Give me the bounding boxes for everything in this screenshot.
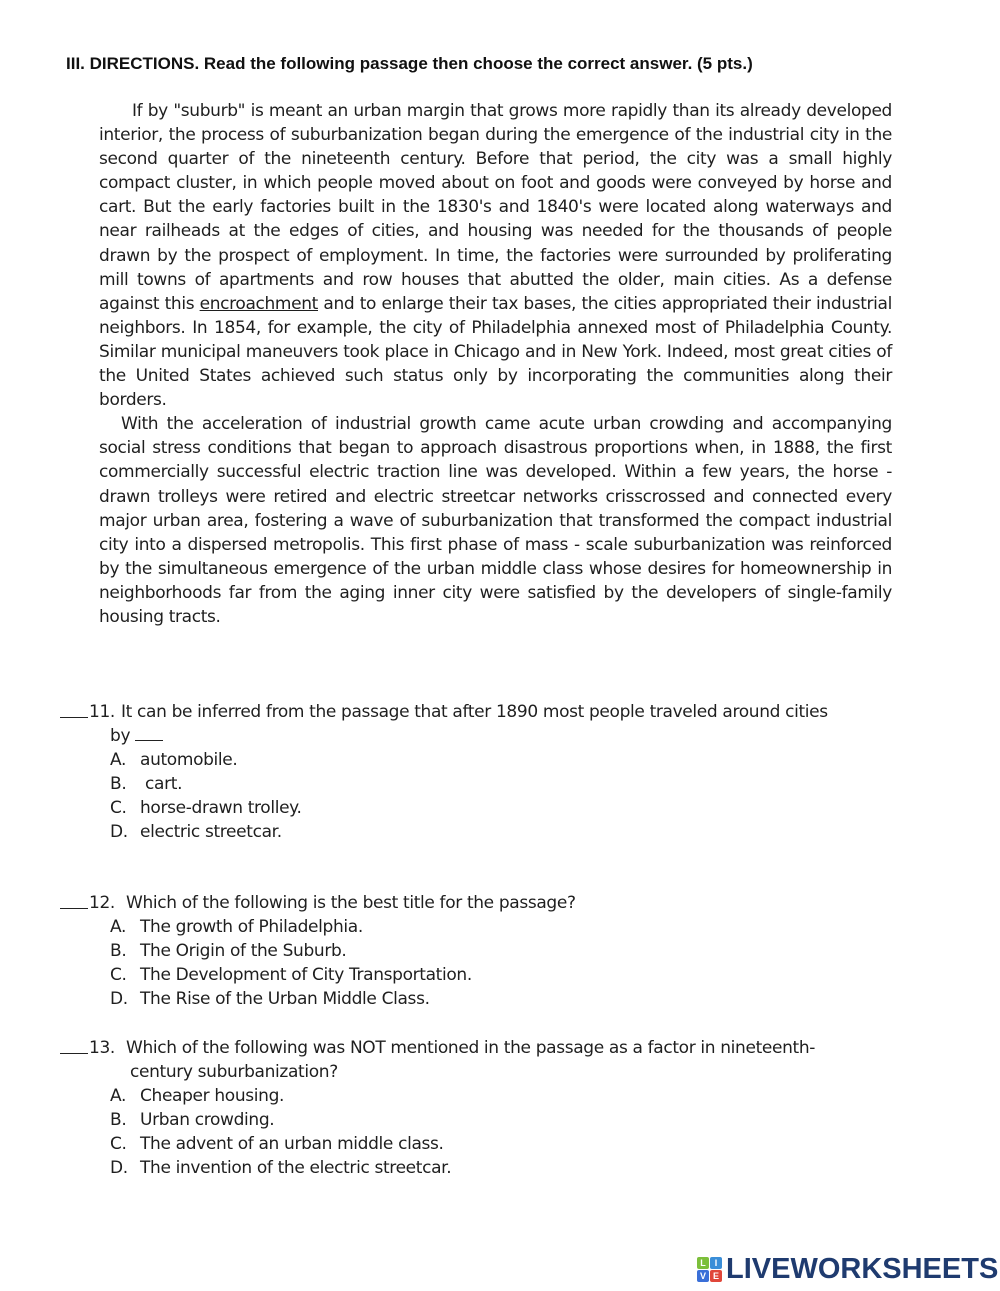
option-c[interactable]: C. The Development of City Transportation.: [110, 965, 472, 985]
question-stem-continued: century suburbanization?: [130, 1062, 338, 1082]
logo-wordmark: LIVEWORKSHEETS: [726, 1253, 999, 1285]
directions-heading: III. DIRECTIONS. Read the following passage then choose the correct answer. (5 pts.): [66, 54, 753, 73]
question-stem: Which of the following is the best title for the passage?: [121, 893, 576, 913]
option-a[interactable]: A. The growth of Philadelphia.: [110, 917, 363, 937]
options-list: [60, 1084, 950, 1180]
option-a[interactable]: A. Cheaper housing.: [110, 1086, 285, 1106]
underlined-word: encroachment: [199, 293, 318, 314]
option-d[interactable]: D. The Rise of the Urban Middle Class.: [110, 989, 430, 1009]
question-11: [60, 700, 950, 844]
option-c[interactable]: C. horse-drawn trolley.: [110, 798, 302, 818]
question-stem: It can be inferred from the passage that after 1890 most people traveled around cities: [121, 702, 828, 722]
question-number: 11.: [89, 702, 115, 722]
question-13: [60, 1036, 950, 1180]
reading-passage: [99, 99, 892, 629]
options-list: [60, 915, 950, 1011]
liveworksheets-logo[interactable]: [697, 1254, 998, 1284]
question-12: [60, 891, 950, 1011]
question-number: 12.: [89, 893, 115, 913]
option-a[interactable]: A. automobile.: [110, 750, 238, 770]
passage-paragraph-2: With the acceleration of industrial growth came acute urban crowding and accompanying social stress conditions that began to approach disastrous proportions when, in 1888, the first commercially successful electric traction line was developed. Within a few years, the horse - drawn trolleys were retired and electric streetcar networks crisscrossed and connected every major urban area, fostering a wave of suburbanization that transformed the compact industrial city into a dispersed metropolis. This first phase of mass - scale suburbanization was reinforced by the simultaneous emergence of the urban middle class whose desires for homeownership in neighborhoods far from the aging inner city were satisfied by the developers of single-family housing tracts.: [99, 414, 892, 627]
question-stem-continued: by: [110, 726, 131, 746]
live-tiles-icon: L I V E: [697, 1257, 722, 1282]
option-d[interactable]: D. The invention of the electric streetcar.: [110, 1158, 452, 1178]
passage-paragraph-1: If by "suburb" is meant an urban margin that grows more rapidly than its already developed interior, the process of suburbanization began during the emergence of the industrial city in the second quarter of the nineteenth century. Before that period, the city was a small highly compact cluster, in which people moved about on foot and goods were conveyed by horse and cart. But the early factories built in the 1830's and 1840's were located along waterways and near railheads at the edges of cities, and housing was needed for the thousands of people drawn by the prospect of employment. In time, the factories were surrounded by proliferating mill towns of apartments and row houses that abutted the older, main cities. As a defense against this encroachment and to enlarge their tax bases, the cities appropriated their industrial neighbors. In 1854, for example, the city of Philadelphia annexed most of Philadelphia County. Similar municipal maneuvers took place in Chicago and in New York. Indeed, most great cities of the United States achieved such status only by incorporating the communities along their borders.: [99, 101, 892, 411]
question-stem: Which of the following was NOT mentioned in the passage as a factor in nineteenth-: [121, 1038, 816, 1058]
option-c[interactable]: C. The advent of an urban middle class.: [110, 1134, 444, 1154]
option-b[interactable]: B. Urban crowding.: [110, 1110, 275, 1130]
option-b[interactable]: B. cart.: [110, 774, 183, 794]
option-d[interactable]: D. electric streetcar.: [110, 822, 282, 842]
option-b[interactable]: B. The Origin of the Suburb.: [110, 941, 347, 961]
fill-in-blank: [135, 724, 163, 741]
question-number: 13.: [89, 1038, 115, 1058]
options-list: [60, 748, 950, 844]
answer-blank[interactable]: [60, 1036, 88, 1054]
answer-blank[interactable]: [60, 891, 88, 909]
answer-blank[interactable]: [60, 700, 88, 718]
